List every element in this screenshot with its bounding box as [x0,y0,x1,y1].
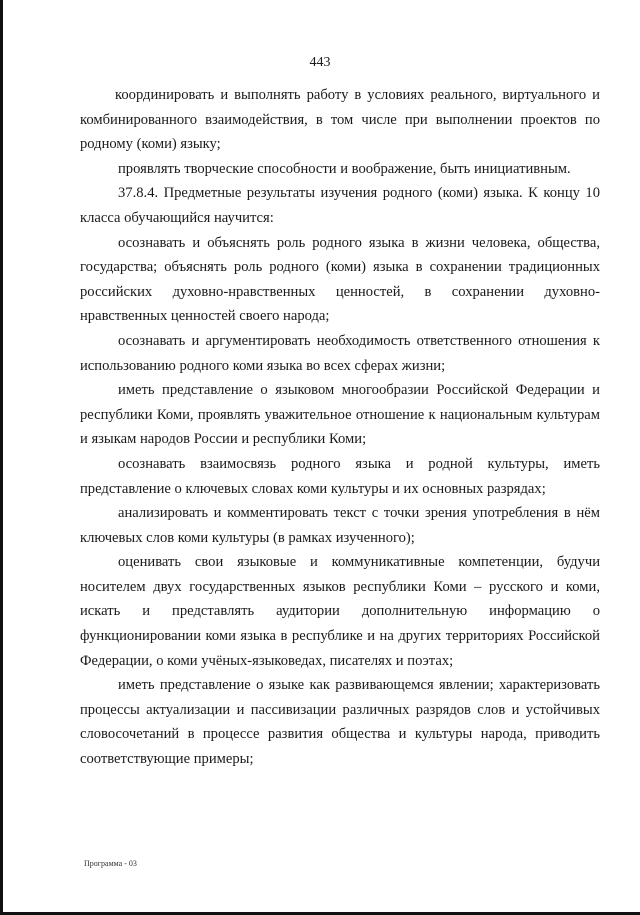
paragraph: координировать и выполнять работу в условиях реального, виртуального и комбинированного взаимодействия, в том числе при выполнении проектов по родному (коми) языку; [80,87,600,153]
paragraph: иметь представление о языке как развивающемся явлении; характеризовать процессы актуализации и пассивизации различных разрядов слов и устойчивых словосочетаний в процессе развития общества и культуры народа, приводить соответствующие примеры; [80,677,600,768]
paragraph: оценивать свои языковые и коммуникативные компетенции, будучи носителем двух государственных языков республики Коми – русского и коми, искать и представлять аудитории дополнительную информацию о функционировании коми языка в республике и на других территориях Российской Федерации, о коми учёных-языковедах, писателях и поэтах; [80,554,600,669]
scan-edge-left [0,0,3,915]
paragraph: иметь представление о языковом многообразии Российской Федерации и республики Коми, проявлять уважительное отношение к национальным культурам и языкам народов России и республики Коми; [80,382,600,448]
paragraph: осознавать и аргументировать необходимость ответственного отношения к использованию родного коми языка во всех сферах жизни; [80,332,600,374]
paragraph: 37.8.4. Предметные результаты изучения родного (коми) языка. К концу 10 класса обучающийся научится: [80,185,600,226]
body-text [80,83,600,772]
page-number: 443 [309,55,331,70]
paragraph: осознавать взаимосвязь родного языка и родной культуры, иметь представление о ключевых словах коми культуры и их основных разрядах; [80,455,600,497]
paragraph: проявлять творческие способности и воображение, быть инициативным. [118,160,571,177]
page-footer: Программа - 03 [84,859,137,868]
paragraph: осознавать и объяснять роль родного языка в жизни человека, общества, государства; объяснять роль родного (коми) языка в сохранении традиционных российских духовно-нравственных ценностей, в сохранении духовно-нравственных ценностей своего народа; [80,234,600,325]
paragraph: анализировать и комментировать текст с точки зрения употребления в нём ключевых слов коми культуры (в рамках изученного); [80,505,600,546]
